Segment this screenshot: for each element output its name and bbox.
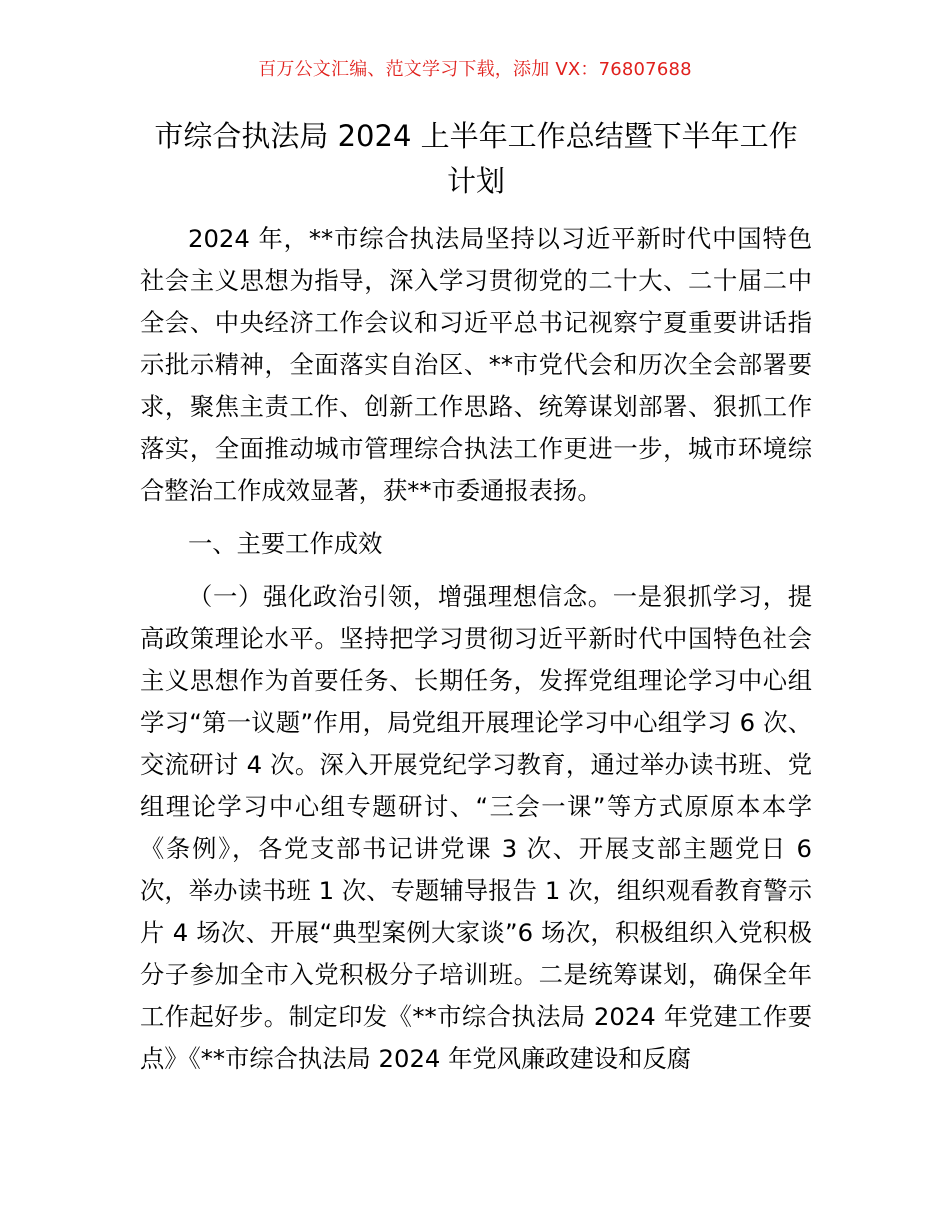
section-heading-main-achievements: 一、主要工作成效 — [188, 529, 383, 558]
document-title: 市综合执法局 2024 上半年工作总结暨下半年工作计划 — [154, 119, 798, 198]
document-body — [140, 218, 812, 1080]
intro-paragraph: 2024 年，**市综合执法局坚持以习近平新时代中国特色社会主义思想为指导，深入学习贯彻党的二十大、二十届二中全会、中央经济工作会议和习近平总书记视察宁夏重要讲话指示批示精神，全面落实自治区、**市党代会和历次全会部署要求，聚焦主责工作、创新工作思路、统筹谋划部署、狠抓工作落实，全面推动城市管理综合执法工作更进一步，城市环境综合整治工作成效显著，获**市委通报表扬。 — [140, 224, 812, 505]
watermark-text: 百万公文汇编、范文学习下载，添加 VX：76807688 — [258, 59, 692, 80]
section-paragraph-political-guidance: （一）强化政治引领，增强理想信念。一是狠抓学习，提高政策理论水平。坚持把学习贯彻习近平新时代中国特色社会主义思想作为首要任务、长期任务，发挥党组理论学习中心组学习“第一议题”作用，局党组开展理论学习中心组学习 6 次、交流研讨 4 次。深入开展党纪学习教育，通过举办读书班、党组理论学习中心组专题研讨、“三会一课”等方式原原本本学《条例》，各党支部书记讲党课 3 次、开展支部主题党日 6 次，举办读书班 1 次、专题辅导报告 1 次，组织观看教育警示片 4 场次、开展“典型案例大家谈”6 场次，积极组织入党积极分子参加全市入党积极分子培训班。二是统筹谋划，确保全年工作起好步。制定印发《**市综合执法局 2024 年党建工作要点》《**市综合执法局 2024 年党风廉政建设和反腐 — [140, 582, 812, 1073]
